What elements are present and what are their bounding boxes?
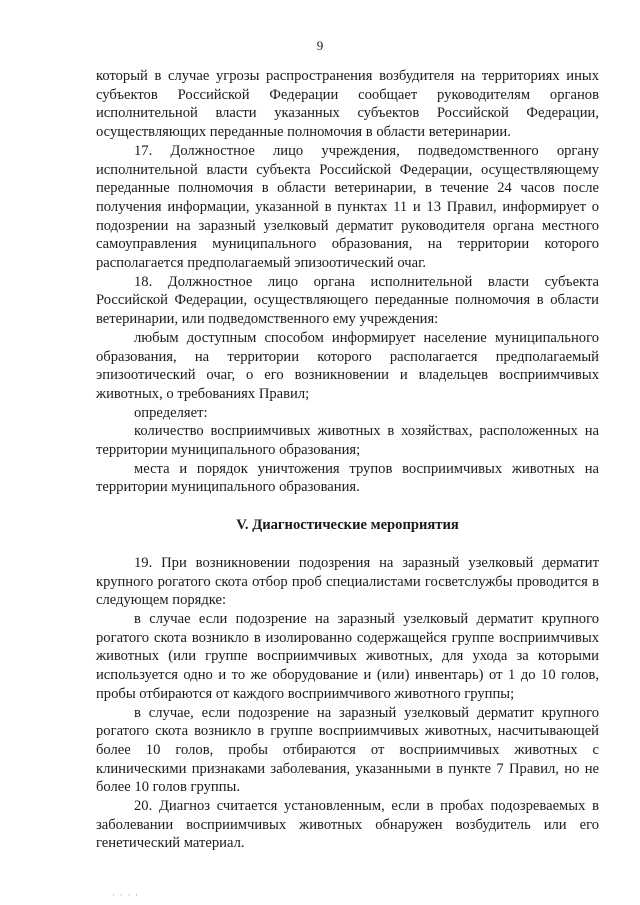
document-body	[96, 67, 599, 853]
paragraph-17: 17. Должностное лицо учреждения, подведомственного органу исполнительной власти субъекта Российской Федерации, осуществляющему переданные полномочия в области ветеринарии, в течение 24 часов после получения информации, указанной в пунктах 11 и 13 Правил, информирует о подозрении на заразный узелковый дерматит руководителя органа местного самоуправления муниципального образования, на территории которого располагается предполагаемый эпизоотический очаг.	[96, 142, 599, 272]
paragraph-19: 19. При возникновении подозрения на заразный узелковый дерматит крупного рогатого скота отбор проб специалистами госветслужбы проводится в следующем порядке:	[96, 554, 599, 609]
paragraph-18-determines: определяет:	[134, 404, 208, 421]
page-number: 9	[316, 38, 324, 53]
paragraph-18-animal-count: количество восприимчивых животных в хозяйствах, расположенных на территории муниципального образования;	[96, 423, 599, 459]
section-heading: V. Диагностические мероприятия	[236, 517, 459, 534]
paragraph-18: 18. Должностное лицо органа исполнительной власти субъекта Российской Федерации, осуществляющего переданные полномочия в области ветеринарии, или подведомственного ему учреждения:	[96, 273, 599, 328]
scan-artifact-mark: · · · ·	[112, 891, 140, 901]
paragraph-19-large-group: в случае, если подозрение на заразный узелковый дерматит крупного рогатого скота возникло в группе восприимчивых животных, насчитывающей более 10 голов, пробы отбираются от восприимчивых животных с клиническими признаками заболевания, указанными в пункте 7 Правил, но не более 10 голов группы.	[96, 704, 599, 796]
paragraph-20: 20. Диагноз считается установленным, если в пробах подозреваемых в заболевании восприимчивых животных обнаружен возбудитель или его генетический материал.	[96, 798, 599, 852]
paragraph-continuation: который в случае угрозы распространения возбудителя на территориях иных субъектов Российской Федерации сообщает руководителям органов исполнительной власти указанных субъектов Российской Федерации, осуществляющих переданные полномочия в области ветеринарии.	[96, 68, 599, 141]
paragraph-19-small-group: в случае если подозрение на заразный узелковый дерматит крупного рогатого скота возникло в изолированно содержащейся группе восприимчивых животных (или группе восприимчивых животных, для ухода за которыми используется одно и то же оборудование и (или) инвентарь) от 1 до 10 голов, пробы отбираются от каждого восприимчивого животного группы;	[96, 610, 599, 702]
paragraph-18-inform: любым доступным способом информирует население муниципального образования, на территории которого располагается предполагаемый эпизоотический очаг, о его возникновении и владельцев восприимчивых животных, о требованиях Правил;	[96, 329, 599, 402]
paragraph-18-carcass-disposal: места и порядок уничтожения трупов восприимчивых животных на территории муниципального образования.	[96, 460, 599, 496]
